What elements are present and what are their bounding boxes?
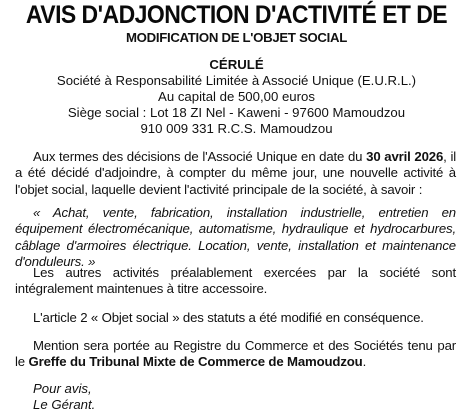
paragraph-registry [15, 338, 456, 371]
signoff-line-1: Pour avis, [33, 381, 92, 396]
new-activity-quote: « Achat, vente, fabrication, installation industrielle, entretien en équipement électromécanique, automatisme, hydraulique et hydrocarbures, câblage d'armoires électrique. Location, vente, installation et maintenance d'onduleurs. » [15, 205, 456, 269]
paragraph-decision [15, 149, 456, 198]
company-registered-office: Siège social : Lot 18 ZI Nel - Kaweni - 97600 Mamoudzou [67, 105, 406, 120]
decision-text-start: Aux termes des décisions de l'Associé Unique en date du [33, 149, 367, 164]
signoff-line-2: Le Gérant. [33, 396, 96, 412]
paragraph-article-2 [15, 310, 456, 326]
notice-subtitle: MODIFICATION DE L'OBJET SOCIAL [125, 30, 347, 45]
company-name: CÉRULÉ [209, 57, 264, 72]
paragraph-new-activity [15, 205, 456, 270]
other-activities-text: Les autres activités préalablement exercées par la société sont intégralement maintenues à titre accessoire. [15, 265, 456, 297]
decision-date: 30 avril 2026 [366, 149, 444, 164]
company-registration: 910 009 331 R.C.S. Mamoudzou [140, 121, 333, 136]
notice-title: AVIS D'ADJONCTION D'ACTIVITÉ ET DE [25, 1, 448, 29]
decision-text-end: , il a été décidé d'adjoindre, à compter du même jour, une nouvelle activité à l'objet social, laquelle devient l'activité principale de la société, à savoir : [15, 149, 457, 197]
signoff [33, 381, 95, 412]
registry-court: Greffe du Tribunal Mixte de Commerce de Mamoudzou [28, 354, 363, 370]
company-capital: Au capital de 500,00 euros [158, 89, 315, 104]
company-legal-form: Société à Responsabilité Limitée à Associé Unique (E.U.R.L.) [56, 73, 417, 88]
paragraph-other-activities [15, 265, 456, 298]
registry-text-start: Mention sera portée au Registre du Commerce et des Sociétés tenu par le [15, 338, 456, 370]
registry-text-end: . [362, 354, 367, 370]
article-2-text: L'article 2 « Objet social » des statuts a été modifié en conséquence. [33, 310, 424, 325]
company-block [0, 57, 473, 137]
